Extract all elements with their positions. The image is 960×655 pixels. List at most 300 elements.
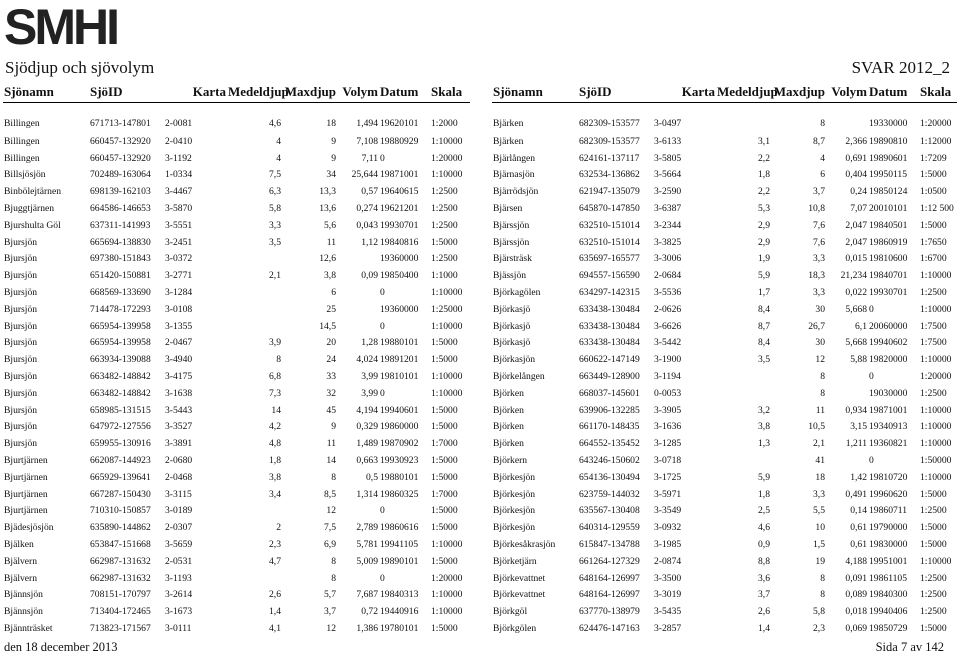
column-header-sjoid: SjöID	[89, 82, 164, 103]
cell-skala: 1:5000	[431, 522, 458, 534]
cell-sjonamn: Björken	[493, 438, 524, 450]
cell-sjoid: 643246-150602	[579, 455, 640, 467]
footer-page-number: Sida 7 av 142	[875, 640, 944, 654]
cell-sjoid: 698139-162103	[90, 186, 151, 198]
table-row	[492, 251, 957, 268]
column-header-karta: Karta	[164, 82, 227, 103]
table-row	[3, 587, 470, 604]
cell-medeldjup: 8,8	[758, 555, 770, 567]
table-row	[3, 234, 470, 251]
cell-datum: 0	[869, 303, 874, 315]
table-row	[492, 217, 957, 234]
cell-datum: 19330000	[869, 118, 908, 129]
cell-sjonamn: Bjärken	[493, 135, 524, 147]
table-row	[3, 335, 470, 352]
cell-volym: 2,789	[356, 522, 378, 534]
cell-volym: 7,108	[356, 135, 378, 147]
cell-datum: 19850124	[869, 186, 908, 198]
cell-medeldjup: 3,4	[269, 488, 281, 500]
cell-skala: 1:5000	[431, 421, 458, 433]
cell-medeldjup: 1,4	[269, 606, 281, 618]
table-row	[3, 536, 470, 553]
cell-karta: 3-3891	[165, 438, 193, 450]
cell-maxdjup: 18,3	[808, 270, 825, 282]
cell-karta: 3-3500	[654, 572, 682, 584]
cell-sjonamn: Bjursjön	[4, 438, 38, 450]
cell-sjonamn: Björkasjö	[493, 337, 531, 349]
cell-medeldjup: 3,8	[758, 421, 770, 433]
cell-volym: 3,99	[361, 387, 378, 399]
cell-volym: 7,11	[361, 152, 378, 164]
cell-karta: 3-3905	[654, 404, 682, 416]
cell-skala: 1:10000	[431, 606, 463, 618]
cell-sjonamn: Björkasjö	[493, 320, 531, 332]
cell-medeldjup: 2,9	[758, 236, 770, 248]
cell-karta: 3-5805	[654, 152, 682, 164]
cell-skala: 1:5000	[920, 539, 947, 551]
cell-sjoid: 708151-170797	[90, 589, 151, 601]
cell-karta: 3-1985	[654, 539, 682, 551]
cell-karta: 3-2614	[165, 589, 193, 601]
cell-sjoid: 654136-130494	[579, 471, 640, 483]
cell-sjoid: 660622-147149	[579, 354, 640, 366]
cell-sjonamn: Bjännsjön	[4, 606, 43, 618]
cell-maxdjup: 5,7	[324, 589, 336, 601]
cell-volym: 0,691	[845, 152, 867, 164]
cell-skala: 1:5000	[920, 623, 947, 634]
cell-skala: 1:2500	[920, 387, 947, 399]
cell-sjoid: 637770-138979	[579, 606, 640, 618]
cell-volym: 7,687	[356, 589, 378, 601]
cell-volym: 7,07	[850, 203, 867, 215]
cell-datum: 19780101	[380, 623, 419, 634]
cell-skala: 1:20000	[920, 118, 952, 129]
cell-maxdjup: 10,5	[808, 421, 825, 433]
cell-medeldjup: 2,1	[269, 270, 281, 282]
cell-sjonamn: Bjärlången	[493, 152, 536, 164]
cell-sjonamn: Bjärnasjön	[493, 169, 535, 181]
cell-karta: 3-0718	[654, 455, 682, 467]
cell-maxdjup: 13,6	[319, 203, 336, 215]
cell-sjoid: 637311-141993	[90, 219, 151, 231]
cell-maxdjup: 26,7	[808, 320, 825, 332]
cell-karta: 3-5442	[654, 337, 682, 349]
cell-sjonamn: Billingen	[4, 152, 40, 164]
cell-medeldjup: 3,2	[758, 404, 770, 416]
table-row	[492, 435, 957, 452]
cell-volym: 0,57	[361, 186, 378, 198]
cell-medeldjup	[227, 318, 282, 335]
column-header-sjonamn: Sjönamn	[3, 82, 89, 103]
cell-sjoid: 660457-132920	[90, 152, 151, 164]
cell-volym: 0,329	[356, 421, 378, 433]
cell-sjonamn: Bjursjön	[4, 303, 38, 315]
cell-skala: 1:10000	[920, 471, 952, 483]
cell-sjonamn: Bjursjön	[4, 337, 38, 349]
cell-maxdjup: 30	[815, 337, 825, 349]
cell-volym: 0,015	[845, 253, 867, 265]
cell-sjoid: 682309-153577	[579, 118, 640, 129]
table-row	[492, 469, 957, 486]
cell-medeldjup: 4,6	[758, 522, 770, 534]
cell-datum: 19870902	[380, 438, 419, 450]
cell-maxdjup: 24	[326, 354, 336, 366]
cell-maxdjup: 8	[820, 589, 825, 601]
cell-skala: 1:7500	[920, 337, 947, 349]
cell-maxdjup: 8	[331, 572, 336, 584]
cell-skala: 1:10000	[431, 169, 463, 181]
cell-karta: 3-3527	[165, 421, 193, 433]
cell-sjoid: 710310-150857	[90, 505, 151, 517]
cell-skala: 1:2500	[920, 287, 947, 299]
cell-karta: 3-6626	[654, 320, 682, 332]
column-header-volym: Volym	[826, 82, 868, 103]
cell-sjonamn: Björkern	[493, 455, 528, 467]
cell-karta: 2-0684	[654, 270, 682, 282]
column-header-skala: Skala	[919, 82, 957, 103]
cell-medeldjup: 7,3	[269, 387, 281, 399]
cell-volym: 1,386	[356, 623, 378, 634]
cell-sjoid: 648164-126997	[579, 589, 640, 601]
cell-datum: 19930923	[380, 455, 419, 467]
cell-sjoid: 702489-163064	[90, 169, 151, 181]
cell-karta: 3-1638	[165, 387, 193, 399]
cell-medeldjup: 4	[276, 152, 281, 164]
cell-medeldjup: 2,6	[758, 606, 770, 618]
cell-karta: 3-3115	[165, 488, 192, 500]
cell-datum: 19871001	[869, 404, 908, 416]
cell-skala: 1:2500	[920, 606, 947, 618]
cell-sjonamn: Bjädesjösjön	[4, 522, 54, 534]
cell-medeldjup	[227, 284, 282, 301]
cell-sjoid: 632510-151014	[579, 236, 640, 248]
cell-datum: 19810101	[380, 371, 419, 383]
cell-volym: 5,668	[845, 303, 867, 315]
cell-volym	[337, 570, 379, 587]
cell-volym	[337, 318, 379, 335]
cell-sjoid: 623759-144032	[579, 488, 640, 500]
cell-karta: 3-4467	[165, 186, 193, 198]
cell-sjoid: 632534-136862	[579, 169, 640, 181]
cell-medeldjup: 4	[276, 135, 281, 147]
cell-volym: 0,089	[845, 589, 867, 601]
cell-skala: 1:7209	[920, 152, 947, 164]
cell-maxdjup: 3,3	[813, 287, 825, 299]
cell-volym: 0,5	[366, 471, 378, 483]
cell-volym: 5,88	[850, 354, 867, 366]
cell-maxdjup: 41	[815, 455, 825, 467]
cell-medeldjup: 2	[276, 522, 281, 534]
cell-skala: 1:5000	[920, 488, 947, 500]
cell-sjoid: 664586-146653	[90, 203, 151, 215]
cell-skala: 1:5000	[431, 623, 458, 634]
cell-skala: 1:10000	[920, 438, 952, 450]
cell-datum: 19930701	[380, 219, 419, 231]
cell-skala: 1:7000	[431, 488, 458, 500]
cell-maxdjup: 2,1	[813, 438, 825, 450]
cell-skala: 1:5000	[920, 522, 947, 534]
cell-medeldjup: 0,9	[758, 539, 770, 551]
cell-skala: 1:2500	[431, 186, 458, 198]
cell-karta: 3-1193	[165, 572, 192, 584]
cell-karta: 3-5971	[654, 488, 682, 500]
table-header-row	[492, 82, 957, 103]
cell-sjonamn: Bjurtjärnen	[4, 505, 48, 517]
cell-medeldjup: 6,3	[269, 186, 281, 198]
cell-maxdjup: 7,6	[813, 236, 825, 248]
cell-sjonamn: Bjursjön	[4, 270, 38, 282]
cell-sjonamn: Bjälvern	[4, 572, 38, 584]
cell-datum: 19890101	[380, 555, 419, 567]
cell-datum: 0	[380, 572, 385, 584]
cell-volym: 0,069	[845, 623, 867, 634]
cell-medeldjup: 8,4	[758, 303, 770, 315]
cell-sjoid: 639906-132285	[579, 404, 640, 416]
cell-karta: 3-6387	[654, 203, 682, 215]
table-row	[3, 469, 470, 486]
cell-sjonamn: Bjursjön	[4, 320, 38, 332]
table-row	[492, 335, 957, 352]
cell-karta: 3-2857	[654, 623, 682, 634]
cell-karta: 3-3006	[654, 253, 682, 265]
cell-skala: 1:10000	[920, 404, 952, 416]
table-row	[3, 503, 470, 520]
table-row	[492, 318, 957, 335]
cell-karta: 3-0932	[654, 522, 682, 534]
cell-datum: 19890601	[869, 152, 908, 164]
cell-skala: 1:5000	[431, 505, 458, 517]
cell-volym: 1,28	[361, 337, 378, 349]
cell-sjonamn: Björkesjön	[493, 488, 536, 500]
table-row	[492, 402, 957, 419]
table-row	[3, 301, 470, 318]
lake-table-left	[3, 82, 470, 637]
cell-sjoid: 668569-133690	[90, 287, 151, 299]
table-row	[492, 452, 957, 469]
cell-karta: 3-2590	[654, 186, 682, 198]
cell-datum: 19840300	[869, 589, 908, 601]
cell-sjoid: 697380-151843	[90, 253, 151, 265]
cell-datum: 19840701	[869, 270, 908, 282]
cell-sjoid: 662087-144923	[90, 455, 151, 467]
cell-datum: 19621201	[380, 203, 419, 215]
cell-sjonamn: Bjärsen	[493, 203, 523, 215]
cell-datum: 19340913	[869, 421, 908, 433]
table-row	[3, 251, 470, 268]
cell-medeldjup	[716, 103, 771, 134]
cell-skala: 1:2500	[431, 219, 458, 231]
column-header-karta: Karta	[653, 82, 716, 103]
cell-skala: 1:5000	[920, 169, 947, 181]
cell-karta: 3-0189	[165, 505, 193, 517]
cell-datum: 19951001	[869, 555, 908, 567]
cell-sjonamn: Billingen	[4, 118, 40, 129]
table-row	[492, 234, 957, 251]
cell-maxdjup: 14,5	[319, 320, 336, 332]
cell-sjonamn: Bjärssjön	[493, 219, 530, 231]
cell-datum: 20060000	[869, 320, 908, 332]
cell-volym: 0,491	[845, 488, 867, 500]
cell-medeldjup: 5,9	[758, 270, 770, 282]
table-row	[492, 301, 957, 318]
cell-karta: 3-1636	[654, 421, 682, 433]
cell-datum: 19360000	[380, 303, 419, 315]
table-row	[3, 368, 470, 385]
cell-volym: 0,663	[356, 455, 378, 467]
cell-sjonamn: Bjälken	[4, 539, 34, 551]
cell-sjonamn: Bjursjön	[4, 404, 38, 416]
table-row	[492, 536, 957, 553]
cell-sjonamn: Bjännsjön	[4, 589, 43, 601]
cell-medeldjup: 2,2	[758, 186, 770, 198]
cell-maxdjup: 10,8	[808, 203, 825, 215]
document-title: Sjödjup och sjövolym	[5, 58, 155, 77]
cell-skala: 1:2500	[920, 572, 947, 584]
cell-sjonamn: Björkgölen	[493, 623, 537, 634]
cell-datum: 0	[380, 505, 385, 517]
cell-volym: 2,047	[845, 236, 867, 248]
cell-datum: 19830000	[869, 539, 908, 551]
cell-skala: 1:2500	[920, 589, 947, 601]
cell-sjonamn: Björken	[493, 387, 524, 399]
cell-karta: 2-0467	[165, 337, 193, 349]
cell-volym: 2,047	[845, 219, 867, 231]
table-row	[3, 167, 470, 184]
table-row	[492, 133, 957, 150]
table-row	[492, 150, 957, 167]
table-row	[3, 486, 470, 503]
cell-datum: 19880929	[380, 135, 419, 147]
cell-datum: 19840313	[380, 589, 419, 601]
cell-sjoid: 694557-156590	[579, 270, 640, 282]
cell-skala: 1:10000	[431, 287, 463, 299]
cell-sjoid: 653847-151668	[90, 539, 151, 551]
cell-skala: 1:10000	[920, 354, 952, 366]
table-row	[3, 620, 470, 637]
cell-volym: 0,934	[845, 404, 867, 416]
cell-datum: 19950115	[869, 169, 908, 181]
cell-sjoid: 665954-139958	[90, 320, 151, 332]
column-header-sjonamn: Sjönamn	[492, 82, 578, 103]
cell-medeldjup	[716, 452, 771, 469]
cell-maxdjup: 7,5	[324, 522, 336, 534]
cell-sjonamn: Bjursjön	[4, 421, 38, 433]
table-row	[492, 419, 957, 436]
cell-medeldjup: 4,2	[269, 421, 281, 433]
cell-karta: 3-0372	[165, 253, 193, 265]
table-row	[3, 603, 470, 620]
cell-maxdjup: 45	[326, 404, 336, 416]
cell-karta: 2-0468	[165, 471, 193, 483]
cell-volym	[337, 284, 379, 301]
cell-sjonamn: Björketjärn	[493, 555, 537, 567]
cell-maxdjup: 14	[326, 455, 336, 467]
cell-sjonamn: Bjärssjön	[493, 236, 530, 248]
cell-volym: 1,12	[361, 236, 378, 248]
table-row	[492, 351, 957, 368]
cell-sjonamn: Bjurtjärnen	[4, 488, 48, 500]
footer-date: den 18 december 2013	[4, 640, 118, 654]
cell-skala: 1:10000	[431, 589, 463, 601]
cell-medeldjup	[716, 385, 771, 402]
cell-medeldjup: 1,7	[758, 287, 770, 299]
column-header-skala: Skala	[430, 82, 470, 103]
cell-volym: 0,14	[850, 505, 867, 517]
cell-maxdjup: 8	[331, 555, 336, 567]
cell-sjonamn: Björkesjön	[493, 522, 536, 534]
table-row	[3, 284, 470, 301]
cell-medeldjup: 4,7	[269, 555, 281, 567]
cell-volym: 4,194	[356, 404, 378, 416]
cell-karta: 3-5551	[165, 219, 193, 231]
cell-sjoid: 663482-148842	[90, 371, 151, 383]
cell-karta: 3-1355	[165, 320, 193, 332]
cell-karta: 2-0626	[654, 303, 682, 315]
cell-sjonamn: Bjärken	[493, 118, 524, 129]
cell-datum: 19790000	[869, 522, 908, 534]
cell-karta: 3-5664	[654, 169, 682, 181]
cell-sjonamn: Bjursjön	[4, 253, 38, 265]
cell-medeldjup: 2,2	[758, 152, 770, 164]
cell-maxdjup: 3,3	[813, 488, 825, 500]
table-row	[492, 503, 957, 520]
cell-sjoid: 624161-137117	[579, 152, 640, 164]
cell-datum: 19871001	[380, 169, 419, 181]
cell-maxdjup: 8	[820, 118, 825, 129]
cell-maxdjup: 11	[326, 438, 336, 450]
cell-datum: 19810720	[869, 471, 908, 483]
cell-maxdjup: 6,9	[324, 539, 336, 551]
cell-karta: 2-0531	[165, 555, 193, 567]
table-row	[3, 402, 470, 419]
cell-sjonamn: Billingen	[4, 135, 40, 147]
cell-medeldjup: 2,3	[269, 539, 281, 551]
cell-datum: 19860325	[380, 488, 419, 500]
cell-sjonamn: Björkesåkrasjön	[493, 539, 556, 551]
cell-sjoid: 658985-131515	[90, 404, 151, 416]
cell-sjonamn: Bjälvern	[4, 555, 38, 567]
cell-medeldjup: 5,9	[758, 471, 770, 483]
cell-sjoid: 662987-131632	[90, 572, 151, 584]
cell-volym: 0,274	[356, 203, 378, 215]
cell-sjoid: 665929-139641	[90, 471, 151, 483]
cell-sjoid: 664552-135452	[579, 438, 640, 450]
cell-medeldjup	[227, 570, 282, 587]
cell-skala: 1:0500	[920, 186, 947, 198]
cell-medeldjup: 2,5	[758, 505, 770, 517]
cell-sjonamn: Bjursjön	[4, 287, 38, 299]
cell-skala: 1:6700	[920, 253, 947, 265]
lake-table-right	[492, 82, 957, 637]
cell-karta: 0-0053	[654, 387, 682, 399]
cell-sjoid: 713823-171567	[90, 623, 151, 634]
cell-datum: 19850400	[380, 270, 419, 282]
cell-sjoid: 647972-127556	[90, 421, 151, 433]
cell-maxdjup: 5,5	[813, 505, 825, 517]
column-header-volym: Volym	[337, 82, 379, 103]
cell-karta: 3-2451	[165, 236, 193, 248]
cell-sjoid: 665954-139958	[90, 337, 151, 349]
cell-medeldjup	[227, 503, 282, 520]
cell-medeldjup: 8	[276, 354, 281, 366]
cell-datum: 19940601	[380, 404, 419, 416]
cell-medeldjup: 5,3	[758, 203, 770, 215]
cell-medeldjup: 8,4	[758, 337, 770, 349]
cell-skala: 1:5000	[920, 219, 947, 231]
cell-datum: 19860616	[380, 522, 419, 534]
cell-sjoid: 635567-130408	[579, 505, 640, 517]
cell-medeldjup: 1,9	[758, 253, 770, 265]
